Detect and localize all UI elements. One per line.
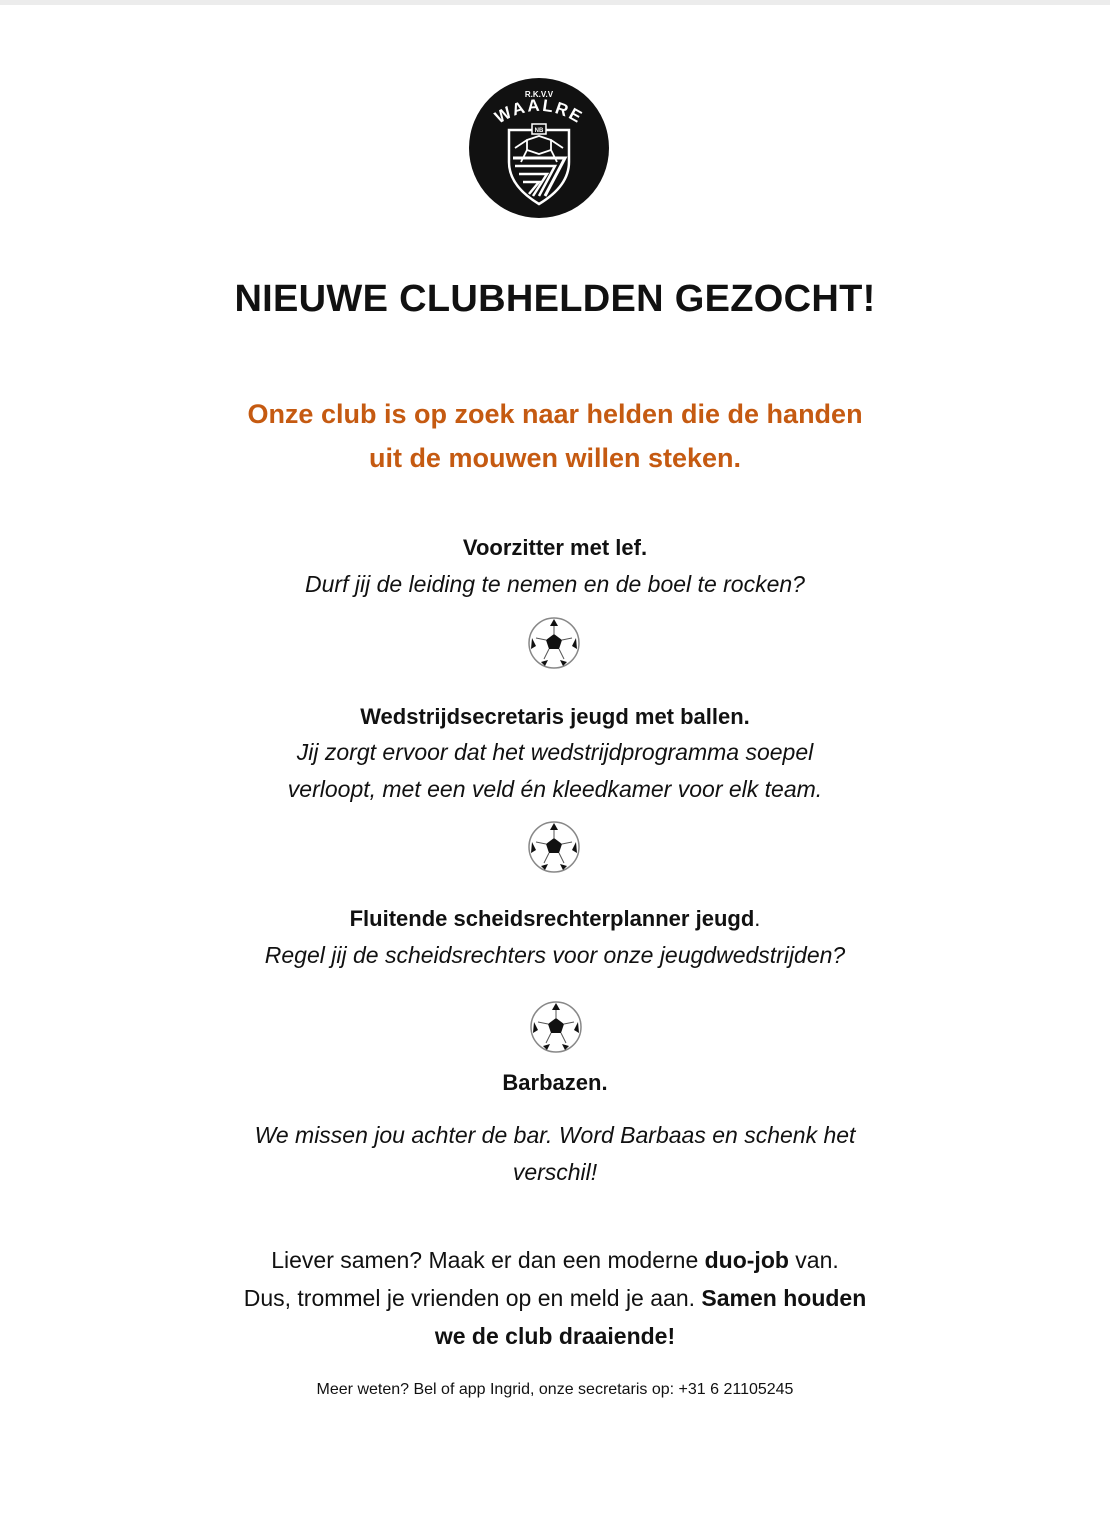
soccer-ball-icon — [527, 616, 581, 670]
outro-text — [0, 1241, 1110, 1355]
role-desc-line: verloopt, met een veld én kleedkamer voor elk team. — [287, 776, 823, 802]
outro-text-part: Liever samen? Maak er dan een moderne — [271, 1247, 705, 1273]
outro-line — [0, 1317, 1110, 1355]
outro-bold-part: we de club draaiende! — [434, 1323, 676, 1349]
role-title-barbazen: Barbazen. — [502, 1070, 608, 1095]
outro-text-part: van. — [788, 1247, 839, 1273]
outro-line — [0, 1279, 1110, 1317]
outro-bold-part: duo-job — [704, 1247, 789, 1273]
outro-bold-part: Samen houden — [701, 1285, 867, 1311]
soccer-ball-icon — [529, 1000, 583, 1054]
role-desc-line: Durf jij de leiding te nemen en de boel te rocken? — [305, 571, 805, 597]
svg-text:R.K.V.V: R.K.V.V — [524, 90, 554, 99]
role-desc-line: We missen jou achter de bar. Word Barbaas en schenk het — [254, 1122, 856, 1148]
role-title-suffix: . — [754, 906, 761, 931]
role-desc-line: verschil! — [512, 1159, 598, 1185]
role-desc-voorzitter — [0, 566, 1110, 603]
svg-text:WAALRE: WAALRE — [491, 95, 587, 128]
role-title-wedstrijdsecretaris: Wedstrijdsecretaris jeugd met ballen. — [360, 704, 750, 729]
role-desc-scheidsrechterplanner — [0, 937, 1110, 974]
outro-line — [0, 1241, 1110, 1279]
tagline-line: Onze club is op zoek naar helden die de handen — [247, 399, 863, 429]
club-crest-icon — [469, 78, 609, 218]
role-desc-line: Regel jij de scheidsrechters voor onze jeugdwedstrijden? — [264, 942, 846, 968]
soccer-ball-icon — [527, 820, 581, 874]
role-title-voorzitter: Voorzitter met lef. — [462, 535, 648, 560]
tagline-line: uit de mouwen willen steken. — [368, 443, 742, 473]
page-title: NIEUWE CLUBHELDEN GEZOCHT! — [234, 278, 876, 320]
role-title-scheidsrechterplanner — [0, 903, 1110, 935]
role-title-text: Fluitende scheidsrechterplanner jeugd — [349, 906, 755, 931]
outro-text-part: Dus, trommel je vrienden op en meld je aan. — [243, 1285, 702, 1311]
role-desc-wedstrijdsecretaris — [0, 734, 1110, 808]
svg-text:NB: NB — [534, 128, 544, 134]
role-desc-line: Jij zorgt ervoor dat het wedstrijdprogramma soepel — [296, 739, 814, 765]
contact-info: Meer weten? Bel of app Ingrid, onze secretaris op: +31 6 21105245 — [316, 1381, 794, 1398]
role-desc-barbazen — [0, 1117, 1110, 1191]
tagline — [0, 392, 1110, 480]
